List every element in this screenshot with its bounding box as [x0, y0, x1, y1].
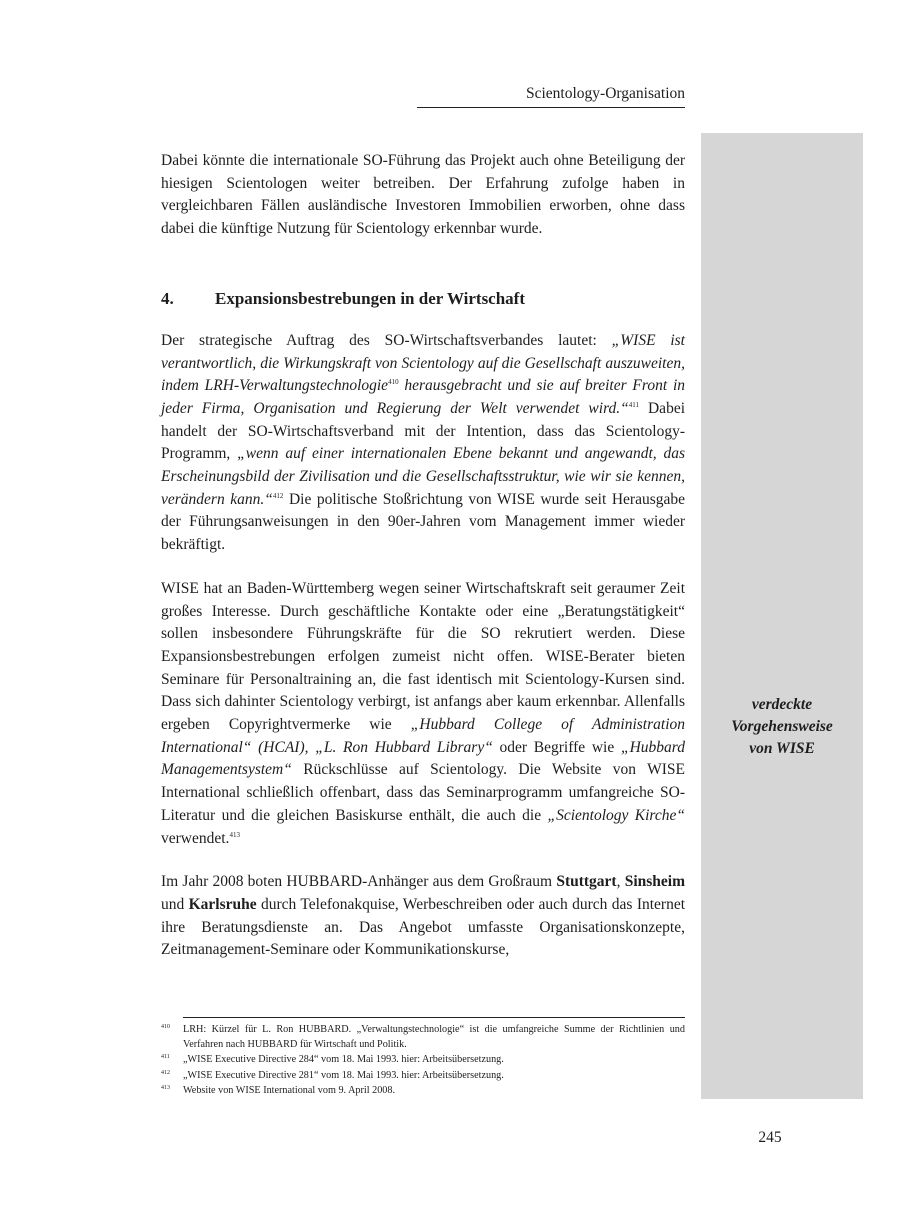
quote: „Hubbard Managementsystem“ — [161, 738, 685, 779]
text-run: Die politische Stoßrichtung von WISE wurde seit Herausgabe der Führungsanweisungen in den 90er-Jahren vom Management immer wieder bekräftigt. — [161, 490, 685, 554]
text-run: verwendet. — [161, 829, 230, 847]
footnote — [161, 1052, 685, 1067]
place-name: Sinsheim — [624, 873, 686, 891]
section-heading — [161, 287, 685, 311]
main-text — [161, 150, 685, 962]
text-run: , — [616, 873, 625, 891]
paragraph: Dabei könnte die internationale SO-Führung das Projekt auch ohne Beteiligung der hiesigen Scientologen weiter betreiben. Der Erfahrung zufolge haben in vergleichbaren Fällen ausländische Investoren Immobilien erworben, ohne dass dabei die künftige Nutzung für Scientology erkennbar wurde. — [161, 152, 685, 238]
footnote-ref: 412 — [272, 491, 284, 500]
margin-note-line: Vorgehensweise — [731, 718, 833, 735]
footnote-mark: 410 — [161, 1024, 170, 1030]
footnote-ref: 413 — [229, 830, 240, 839]
text-run: Dabei handelt der SO-Wirtschaftsverband mit der Intention, dass das Scientology-Programm, — [161, 399, 686, 463]
footnote — [161, 1068, 685, 1083]
quote: „Hubbard College of Administration International“ (HCAI), „L. Ron Hubbard Library“ — [161, 716, 685, 756]
text-run: oder Begriffe wie — [492, 738, 621, 756]
text-run: und — [161, 895, 189, 913]
footnote-mark: 412 — [161, 1069, 170, 1076]
text-run: WISE hat an Baden-Württemberg wegen seiner Wirtschaftskraft seit geraumer Zeit großes Interesse. Durch geschäftliche Kontakte oder eine „Beratungstätigkeit“ sollen insbesondere Führungskräfte für die SO rekrutiert werden. Diese Expansionsbestrebungen erfolgen zumeist nicht offen. WISE-Berater bieten Seminare für Personaltraining an, die fast identisch mit Scientology-Kursen sind. Dass sich dahinter Scientology verbirgt, ist anfangs aber kaum erkennbar. Allenfalls ergeben Copyrightvermerke wie — [161, 579, 685, 734]
footnote-mark: 413 — [161, 1084, 170, 1091]
footnotes — [161, 1022, 685, 1098]
running-head: Scientology-Organisation — [417, 84, 685, 108]
paragraph — [161, 871, 685, 962]
paragraph — [161, 330, 685, 557]
margin-note — [701, 694, 863, 760]
text-run: Der strategische Auftrag des SO-Wirtschaftsverbandes lautet: — [161, 331, 612, 349]
section-number: 4. — [161, 288, 174, 308]
text-run: durch Telefonakquise, Werbeschreiben oder auch durch das Internet ihre Beratungsdienste an. Das Angebot umfasste Organisationskonzepte, Zeitmanagement-Seminare oder Kommunikationskurse, — [161, 895, 686, 959]
footnote-ref: 411 — [628, 400, 640, 409]
text-run: Im Jahr 2008 boten HUBBARD-Anhänger aus dem Großraum — [161, 873, 557, 891]
footnote-rule — [183, 1017, 685, 1018]
quote: herausgebracht und sie auf breiter Front in jeder Firma, Organisation und Regierung der Welt verwendet wird.“ — [161, 377, 685, 417]
margin-note-line: von WISE — [749, 740, 815, 757]
footnote-text: Website von WISE International vom 9. April 2008. — [183, 1084, 396, 1096]
place-name: Stuttgart — [556, 873, 617, 891]
paragraph — [161, 578, 685, 850]
margin-note-line: verdeckte — [751, 696, 813, 713]
footnote — [161, 1022, 685, 1052]
footnote — [161, 1083, 685, 1098]
place-name: Karlsruhe — [188, 895, 257, 913]
footnote-ref: 410 — [388, 378, 399, 387]
footnote-text: „WISE Executive Directive 284“ vom 18. Mai 1993. hier: Arbeitsübersetzung. — [183, 1054, 504, 1066]
page-number: 245 — [758, 1129, 782, 1146]
section-title: Expansionsbestrebungen in der Wirtschaft — [215, 288, 526, 308]
margin-band — [701, 133, 863, 1099]
footnote-text: „WISE Executive Directive 281“ vom 18. Mai 1993. hier: Arbeitsübersetzung. — [183, 1069, 504, 1081]
quote: „WISE ist verantwortlich, die Wirkungskraft von Scientology auf die Gesellschaft auszuweiten, indem LRH-Verwaltungstechnologie — [161, 331, 685, 395]
text-run: Rückschlüsse auf Scientology. Die Website von WISE International schließlich offenbart, dass das Seminarprogramm umfangreiche SO-Literatur und die gleichen Basiskurse enthält, die auch die — [161, 761, 685, 824]
footnote-mark: 411 — [161, 1054, 170, 1061]
footnote-text: LRH: Kürzel für L. Ron HUBBARD. „Verwaltungstechnologie“ ist die umfangreiche Summe der Richtlinien und Verfahren nach HUBBARD für Wirtschaft und Politik. — [183, 1024, 685, 1051]
quote: „Scientology Kirche“ — [547, 806, 685, 824]
quote: „wenn auf einer internationalen Ebene bekannt und angewandt, das Erscheinungsbild der Zivilisation und die Gesellschaftsstruktur, wie wir sie kennen, verändern kann.“ — [161, 445, 686, 508]
